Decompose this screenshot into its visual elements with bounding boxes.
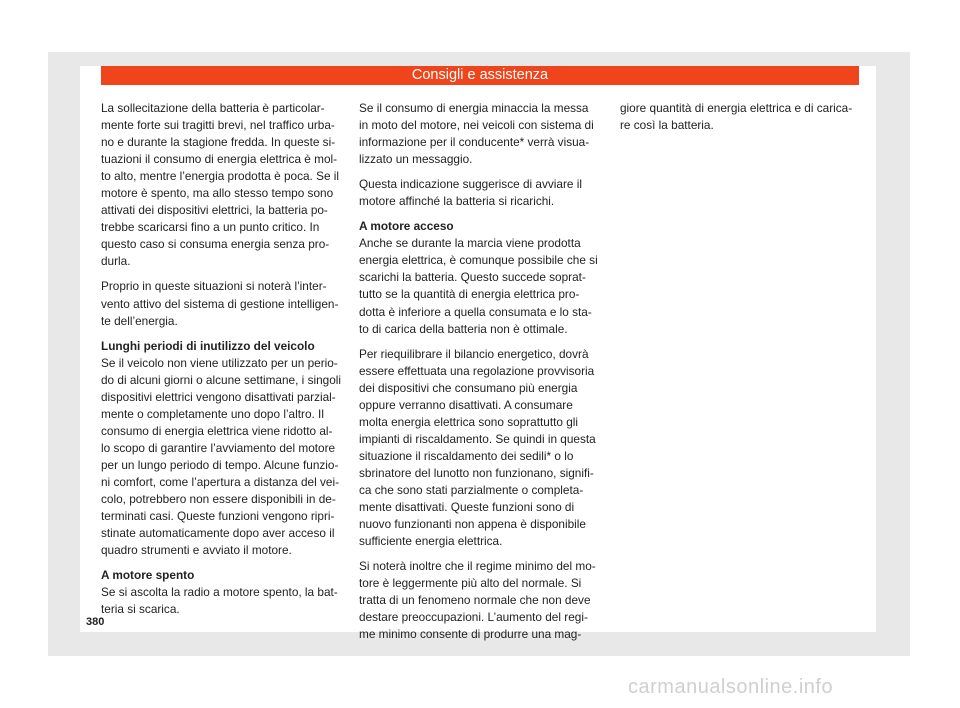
paragraph: Se il consumo di energia minaccia la messa in moto del motore, nei veicoli con sistema di informazione per il conducente* verrà visua- lizzato un messaggio. bbox=[359, 101, 594, 167]
paragraph: Se il veicolo non viene utilizzato per un perio- do di alcuni giorni o alcune settimane, i singoli dispositivi elettrici vengono disattivati parzial- mente o completamente uno dopo l’altro. Il consumo di energia elettrica viene ridotto al- lo scopo di garantire l’avviamento del motore per un lungo periodo di tempo. Alcune funzio- ni comfort, come l’apertura a distanza del vei- colo, potrebbero non essere disponibili in de- terminati casi. Queste funzioni vengono ripri- stinate automaticamente dopo aver acceso il quadro strumenti e avviato il motore. bbox=[101, 355, 342, 558]
paragraph: Proprio in queste situazioni si noterà l’inter- vento attivo del sistema di gestione intelligen- te dell’energia. bbox=[101, 279, 339, 328]
subheading: A motore spento bbox=[101, 568, 195, 583]
paragraph: Anche se durante la marcia viene prodotta energia elettrica, è comunque possibile che si scarichi la batteria. Questo succede soprat- tutto se la quantità di energia elettrica pro- dotta è inferiore a quella consumata e lo sta- to di carica della batteria non è ottimale. bbox=[359, 236, 598, 336]
text-column-3 bbox=[620, 100, 870, 142]
paragraph: Questa indicazione suggerisce di avviare il motore affinché la batteria si ricarichi. bbox=[359, 177, 582, 209]
subheading: Lunghi periodi di inutilizzo del veicolo bbox=[101, 338, 315, 353]
paragraph: Per riequilibrare il bilancio energetico, dovrà essere effettuata una regolazione provvisoria dei dispositivi che consumano più energia oppure verranno disattivati. A consumare molta energia elettrica sono soprattutto gli impianti di riscaldamento. Se quindi in questa situazione il riscaldamento dei sedili* o lo sbrinatore del lunotto non funzionano, signifi- ca che sono stati parzialmente o completa- mente disattivati. Queste funzioni sono di nuovo funzionanti non appena è disponibile sufficiente energia elettrica. bbox=[359, 346, 596, 549]
text-column-2 bbox=[359, 100, 611, 651]
watermark-link[interactable]: carmanualsonline.info bbox=[628, 676, 834, 698]
text-column-1 bbox=[101, 100, 349, 626]
section-header: Consigli e assistenza bbox=[101, 66, 859, 85]
paragraph: giore quantità di energia elettrica e di carica- re così la batteria. bbox=[620, 101, 853, 133]
paragraph: Si noterà inoltre che il regime minimo del mo- tore è leggermente più alto del normale. Si tratta di un fenomeno normale che non deve destare preoccupazioni. L’aumento del regi- me minimo consente di produrre una mag- bbox=[359, 559, 596, 642]
paragraph: Se si ascolta la radio a motore spento, la bat- teria si scarica. bbox=[101, 585, 338, 617]
paragraph: La sollecitazione della batteria è particolar- mente forte sui tragitti brevi, nel traffico urba- no e durante la stagione fredda. In queste si- tuazioni il consumo di energia elettrica è mol- to alto, mentre l’energia prodotta è poca. Se il motore è spento, ma allo stesso tempo sono attivati dei dispositivi elettrici, la batteria po- trebbe scaricarsi fino a un punto critico. In questo caso si consuma energia senza pro- durla. bbox=[101, 101, 340, 269]
page-number: 380 bbox=[86, 616, 105, 628]
subheading: A motore acceso bbox=[359, 219, 454, 234]
